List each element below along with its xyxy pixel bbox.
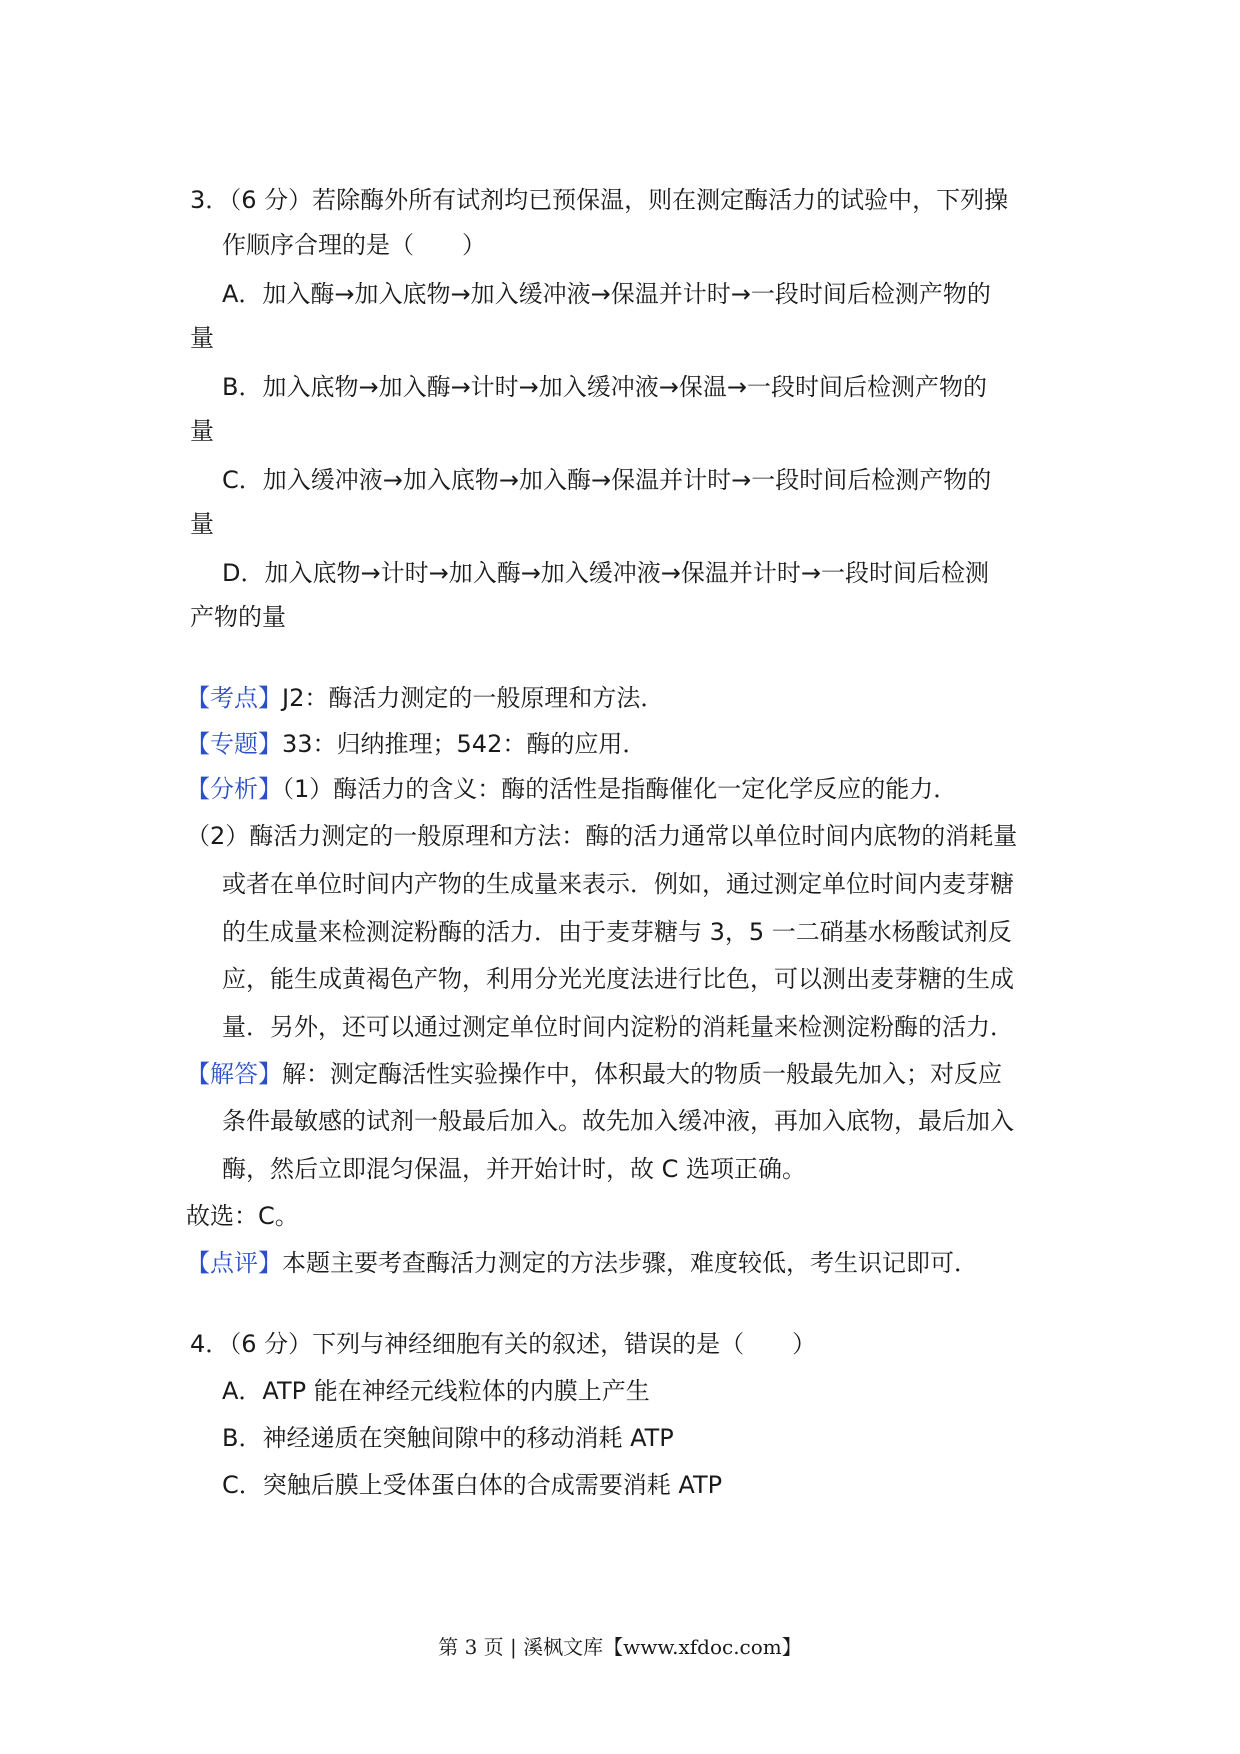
zhuanti-tag: 【专题】 bbox=[186, 730, 282, 758]
q3-stem-line2: 作顺序合理的是（ ） bbox=[222, 231, 486, 259]
q3-option-c-cont: 量 bbox=[190, 510, 214, 538]
fenxi-text: （1）酶活力的含义：酶的活性是指酶催化一定化学反应的能力． bbox=[282, 775, 958, 803]
q3-stem-line1: 3．（6 分）若除酶外所有试剂均已预保温，则在测定酶活力的试验中，下列操 bbox=[190, 186, 1009, 214]
kaodian-text: J2：酶活力测定的一般原理和方法． bbox=[282, 684, 665, 712]
fenxi-2-line1: （2）酶活力测定的一般原理和方法：酶的活力通常以单位时间内底物的消耗量 bbox=[186, 822, 1018, 850]
jieda-text: 解：测定酶活性实验操作中，体积最大的物质一般最先加入；对反应 bbox=[282, 1060, 1002, 1088]
q3-option-b-cont: 量 bbox=[190, 417, 214, 445]
q3-option-a: A．加入酶→加入底物→加入缓冲液→保温并计时→一段时间后检测产物的 bbox=[222, 280, 991, 308]
kaodian-tag: 【考点】 bbox=[186, 684, 282, 712]
fenxi-2-line5: 量．另外，还可以通过测定单位时间内淀粉的消耗量来检测淀粉酶的活力． bbox=[222, 1013, 1014, 1041]
q3-option-d-cont: 产物的量 bbox=[190, 603, 286, 631]
zhuanti-line bbox=[186, 727, 646, 761]
dianping-line bbox=[186, 1246, 978, 1280]
page-footer: 第 3 页 | 溪枫文库【www.xfdoc.com】 bbox=[438, 1635, 802, 1659]
fenxi-2-line4: 应，能生成黄褐色产物，利用分光光度法进行比色，可以测出麦芽糖的生成 bbox=[222, 965, 1014, 993]
jieda-line2: 条件最敏感的试剂一般最后加入。故先加入缓冲液，再加入底物，最后加入 bbox=[222, 1107, 1014, 1135]
q3-option-a-cont: 量 bbox=[190, 324, 214, 352]
jieda-line1 bbox=[186, 1057, 1002, 1091]
answer-line: 故选：C。 bbox=[186, 1202, 299, 1230]
dianping-tag: 【点评】 bbox=[186, 1249, 282, 1277]
fenxi-2-line2: 或者在单位时间内产物的生成量来表示．例如，通过测定单位时间内麦芽糖 bbox=[222, 870, 1014, 898]
q4-option-c: C．突触后膜上受体蛋白体的合成需要消耗 ATP bbox=[222, 1471, 723, 1499]
jieda-line3: 酶，然后立即混匀保温，并开始计时，故 C 选项正确。 bbox=[222, 1155, 807, 1183]
q3-option-b: B．加入底物→加入酶→计时→加入缓冲液→保温→一段时间后检测产物的 bbox=[222, 373, 988, 401]
fenxi-tag: 【分析】 bbox=[186, 775, 282, 803]
fenxi-line bbox=[186, 772, 957, 806]
q3-option-d: D．加入底物→计时→加入酶→加入缓冲液→保温并计时→一段时间后检测 bbox=[222, 559, 990, 587]
q3-option-c: C．加入缓冲液→加入底物→加入酶→保温并计时→一段时间后检测产物的 bbox=[222, 466, 992, 494]
jieda-tag: 【解答】 bbox=[186, 1060, 282, 1088]
fenxi-2-line3: 的生成量来检测淀粉酶的活力．由于麦芽糖与 3，5 一二硝基水杨酸试剂反 bbox=[222, 918, 1012, 946]
zhuanti-text: 33：归纳推理；542：酶的应用． bbox=[282, 730, 647, 758]
kaodian-line bbox=[186, 681, 664, 715]
q4-stem: 4．（6 分）下列与神经细胞有关的叙述，错误的是（ ） bbox=[190, 1330, 817, 1358]
q4-option-a: A．ATP 能在神经元线粒体的内膜上产生 bbox=[222, 1377, 650, 1405]
dianping-text: 本题主要考查酶活力测定的方法步骤，难度较低，考生识记即可． bbox=[282, 1249, 978, 1277]
q4-option-b: B．神经递质在突触间隙中的移动消耗 ATP bbox=[222, 1424, 674, 1452]
